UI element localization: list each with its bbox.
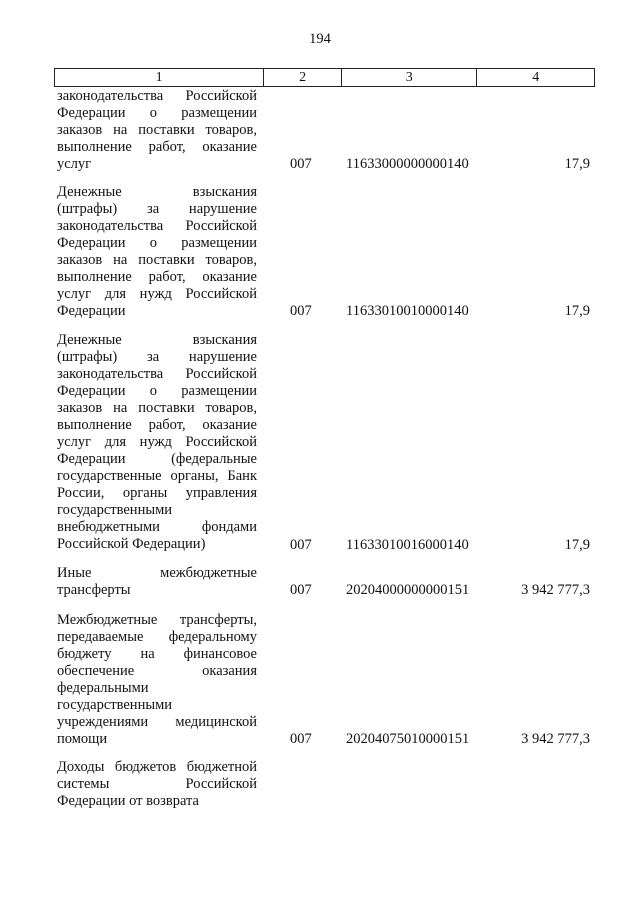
description-line: (штрафы) за нарушение — [57, 201, 257, 217]
row-description — [57, 184, 257, 320]
description-line: Федерации о размещении — [57, 105, 257, 121]
row-code: 007 — [290, 731, 312, 747]
description-line: Федерации (федеральные — [57, 451, 257, 467]
description-line: выполнение работ, оказание — [57, 417, 257, 433]
page-number: 194 — [309, 31, 331, 47]
header-col-1: 1 — [55, 69, 264, 86]
row-code: 007 — [290, 537, 312, 553]
description-line: государственные органы, Банк — [57, 468, 257, 484]
row-kbk: 20204000000000151 — [346, 582, 470, 598]
description-line: выполнение работ, оказание — [57, 139, 257, 155]
description-line: внебюджетными фондами — [57, 519, 257, 535]
description-line: помощи — [57, 731, 108, 747]
header-col-2: 2 — [264, 69, 342, 86]
description-line: Доходы бюджетов бюджетной — [57, 759, 257, 775]
row-description — [57, 88, 257, 173]
header-col-3: 3 — [342, 69, 478, 86]
description-line: учреждениями медицинской — [57, 714, 257, 730]
row-description — [57, 759, 257, 810]
description-line: обеспечение оказания — [57, 663, 257, 679]
description-line: услуг для нужд Российской — [57, 434, 257, 450]
description-line: государственными — [57, 502, 173, 518]
row-kbk: 11633000000000140 — [346, 156, 469, 172]
description-line: трансферты — [57, 582, 131, 598]
row-code: 007 — [290, 156, 312, 172]
description-line: федеральными — [57, 680, 149, 696]
description-line: Федерации — [57, 303, 126, 319]
row-code: 007 — [290, 582, 312, 598]
row-amount: 17,9 — [564, 156, 590, 172]
row-kbk: 20204075010000151 — [346, 731, 470, 747]
row-kbk: 11633010010000140 — [346, 303, 469, 319]
description-line: Денежные взыскания — [57, 184, 257, 200]
description-line: Денежные взыскания — [57, 332, 257, 348]
description-line: заказов на поставки товаров, — [57, 122, 257, 138]
description-line: выполнение работ, оказание — [57, 269, 257, 285]
header-col-4: 4 — [532, 70, 540, 85]
description-line: России, органы управления — [57, 485, 257, 501]
row-description — [57, 332, 257, 553]
description-line: (штрафы) за нарушение — [57, 349, 257, 365]
row-amount: 3 942 777,3 — [521, 731, 590, 747]
description-line: законодательства Российской — [57, 218, 257, 234]
description-line: законодательства Российской — [57, 366, 257, 382]
description-line: заказов на поставки товаров, — [57, 252, 257, 268]
row-code: 007 — [290, 303, 312, 319]
description-line: заказов на поставки товаров, — [57, 400, 257, 416]
row-amount: 17,9 — [564, 537, 590, 553]
row-amount: 17,9 — [564, 303, 590, 319]
description-line: государственными — [57, 697, 173, 713]
row-amount: 3 942 777,3 — [521, 582, 590, 598]
description-line: Иные межбюджетные — [57, 565, 257, 581]
description-line: Российской Федерации) — [57, 536, 206, 552]
description-line: услуг — [57, 156, 92, 172]
description-line: Федерации от возврата — [57, 793, 199, 809]
description-line: законодательства Российской — [57, 88, 257, 104]
table-header — [54, 68, 595, 87]
description-line: передаваемые федеральному — [57, 629, 257, 645]
description-line: системы Российской — [57, 776, 257, 792]
description-line: бюджету на финансовое — [57, 646, 257, 662]
row-description — [57, 612, 257, 748]
description-line: Федерации о размещении — [57, 235, 257, 251]
description-line: Федерации о размещении — [57, 383, 257, 399]
description-line: услуг для нужд Российской — [57, 286, 257, 302]
row-description — [57, 565, 257, 599]
row-kbk: 11633010016000140 — [346, 537, 469, 553]
description-line: Межбюджетные трансферты, — [57, 612, 257, 628]
